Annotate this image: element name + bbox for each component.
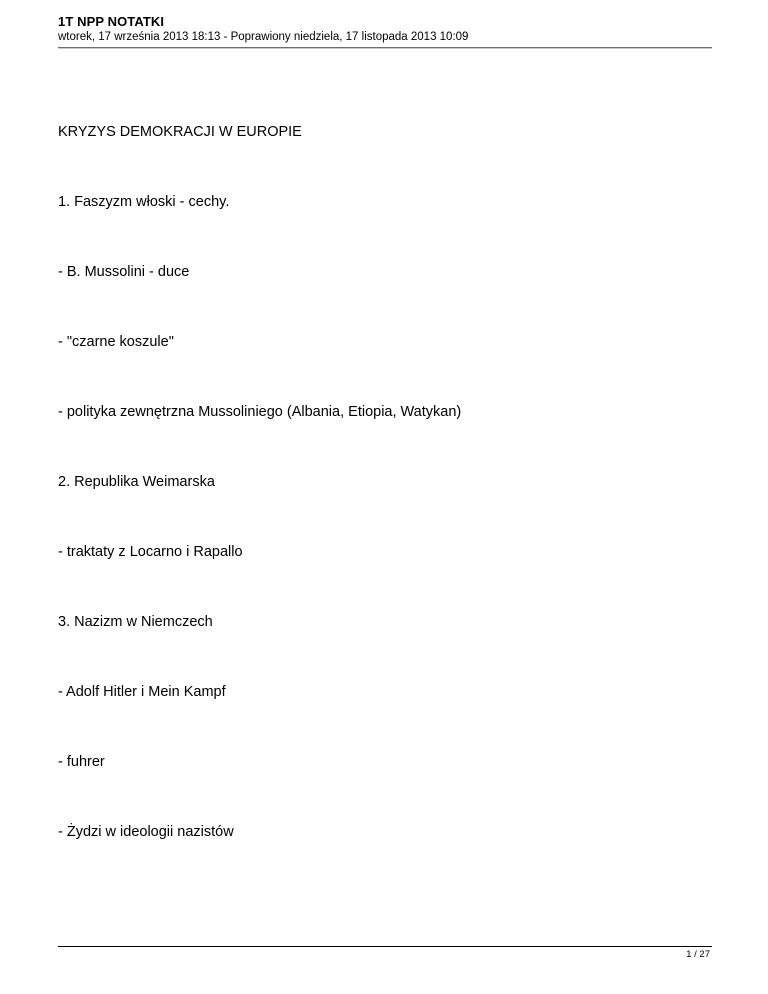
bullet-item: - fuhrer bbox=[58, 754, 105, 770]
topic-heading: 3. Nazizm w Niemczech bbox=[58, 614, 213, 630]
bullet-item: - B. Mussolini - duce bbox=[58, 264, 190, 280]
bullet-item: - Żydzi w ideologii nazistów bbox=[58, 824, 234, 840]
document-title: 1T NPP NOTATKI bbox=[58, 14, 165, 29]
document-dates: wtorek, 17 września 2013 18:13 - Poprawiony niedziela, 17 listopada 2013 10:09 bbox=[58, 31, 469, 43]
bullet-item: - traktaty z Locarno i Rapallo bbox=[58, 544, 243, 560]
topic-heading: 2. Republika Weimarska bbox=[58, 474, 215, 490]
topic-heading: 1. Faszyzm włoski - cechy. bbox=[58, 194, 230, 210]
section-heading: KRYZYS DEMOKRACJI W EUROPIE bbox=[58, 124, 302, 140]
bullet-item: - "czarne koszule" bbox=[58, 334, 174, 350]
bullet-item: - polityka zewnętrzna Mussoliniego (Albania, Etiopia, Watykan) bbox=[58, 404, 462, 420]
footer-divider bbox=[58, 946, 712, 947]
header-divider bbox=[58, 47, 712, 49]
bullet-item: - Adolf Hitler i Mein Kampf bbox=[58, 684, 226, 700]
page-number: 1 / 27 bbox=[686, 949, 710, 960]
